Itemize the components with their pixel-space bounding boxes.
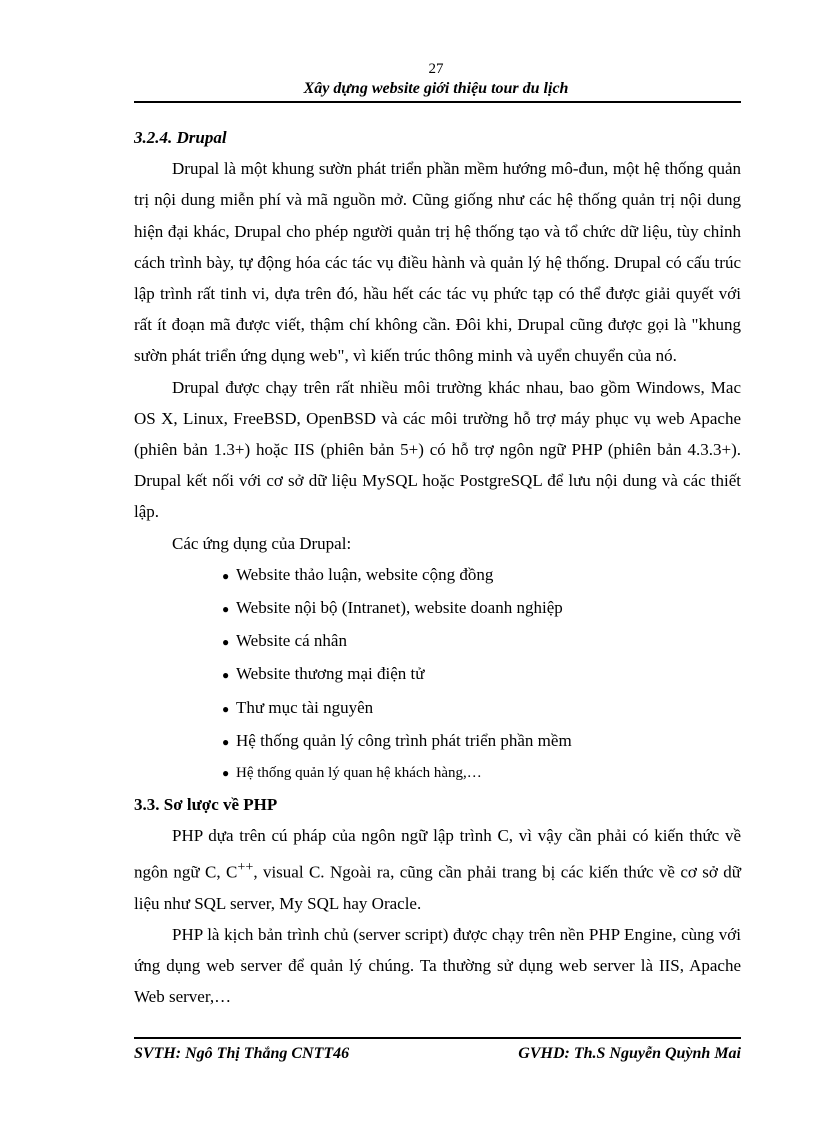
page-number: 27 bbox=[428, 61, 444, 77]
bullet-icon: ● bbox=[222, 602, 230, 617]
footer bbox=[134, 1044, 741, 1064]
paragraph-drupal-intro: Drupal là một khung sườn phát triển phần mềm hướng mô-đun, một hệ thống quản trị nội dung miễn phí và mã nguồn mở. Cũng giống như các hệ thống quản trị nội dung hiện đại khác, Drupal cho phép người quản trị hệ thống tạo và tổ chức dữ liệu, tùy chỉnh cách trình bày, tự động hóa các tác vụ điều hành và quản lý hệ thống. Drupal có cấu trúc lập trình rất tinh vi, dựa trên đó, hầu hết các tác vụ phức tạp có thể được giải quyết với rất ít đoạn mã được viết, thậm chí không cần. Đôi khi, Drupal cũng được gọi là "khung sườn phát triển ứng dụng web", vì kiến trúc thông minh và uyển chuyển của nó. bbox=[134, 159, 741, 366]
document-body bbox=[134, 122, 741, 1012]
drupal-apps-intro: Các ứng dụng của Drupal: bbox=[172, 533, 352, 553]
paragraph-php-syntax bbox=[134, 820, 741, 918]
list-item-text: Website thương mại điện tử bbox=[236, 664, 425, 684]
section-heading-php: 3.3. Sơ lược về PHP bbox=[134, 795, 278, 815]
cpp-superscript: ++ bbox=[237, 858, 254, 875]
bullet-icon: ● bbox=[222, 701, 230, 716]
bullet-icon: ● bbox=[222, 766, 230, 781]
paragraph-php-engine: PHP là kịch bản trình chủ (server script) được chạy trên nền PHP Engine, cùng với ứng dụng web server để quản lý chúng. Ta thường sử dụng web server là IIS, Apache Web server,… bbox=[134, 924, 741, 1007]
section-heading-drupal: 3.2.4. Drupal bbox=[134, 128, 227, 147]
bullet-icon: ● bbox=[222, 635, 230, 650]
list-item-text: Website thảo luận, website cộng đồng bbox=[236, 564, 494, 584]
header-divider bbox=[134, 101, 741, 103]
bullet-icon: ● bbox=[222, 668, 230, 683]
list-item-text: Hệ thống quản lý quan hệ khách hàng,… bbox=[236, 765, 482, 782]
footer-supervisor: GVHD: Th.S Nguyễn Quỳnh Mai bbox=[518, 1045, 741, 1062]
list-item bbox=[222, 692, 741, 725]
list-item bbox=[222, 725, 741, 758]
list-item-text: Hệ thống quản lý công trình phát triển phần mềm bbox=[236, 730, 572, 750]
paragraph-php-syntax-part-b: , visual C. Ngoài ra, cũng cần phải trang bị các kiến thức về cơ sở dữ liệu như SQL server, My SQL hay Oracle. bbox=[134, 862, 741, 913]
bullet-icon: ● bbox=[222, 734, 230, 749]
header-title: Xây dựng website giới thiệu tour du lịch bbox=[303, 80, 569, 97]
list-item-text: Website nội bộ (Intranet), website doanh nghiệp bbox=[236, 598, 563, 618]
list-item bbox=[222, 625, 741, 658]
list-item bbox=[222, 559, 741, 592]
bullet-icon: ● bbox=[222, 568, 230, 583]
paragraph-drupal-platforms: Drupal được chạy trên rất nhiều môi trường khác nhau, bao gồm Windows, Mac OS X, Linux, FreeBSD, OpenBSD và các môi trường hỗ trợ máy phục vụ web Apache (phiên bản 1.3+) hoặc IIS (phiên bản 5+) có hỗ trợ ngôn ngữ PHP (phiên bản 4.3.3+). Drupal kết nối với cơ sở dữ liệu MySQL hoặc PostgreSQL để lưu nội dung và các thiết lập. bbox=[134, 377, 741, 522]
list-item-text: Thư mục tài nguyên bbox=[236, 697, 374, 717]
drupal-apps-list bbox=[134, 559, 741, 789]
list-item-text: Website cá nhân bbox=[236, 631, 347, 651]
list-item bbox=[222, 658, 741, 691]
footer-student: SVTH: Ngô Thị Thắng CNTT46 bbox=[134, 1045, 350, 1062]
paragraph-php-syntax-part-a: PHP dựa trên cú pháp của ngôn ngữ lập trình C, vì vậy cần phải có kiến thức về ngôn ngữ C, C bbox=[134, 826, 741, 882]
list-item bbox=[222, 758, 741, 789]
list-item bbox=[222, 592, 741, 625]
footer-divider bbox=[134, 1037, 741, 1039]
